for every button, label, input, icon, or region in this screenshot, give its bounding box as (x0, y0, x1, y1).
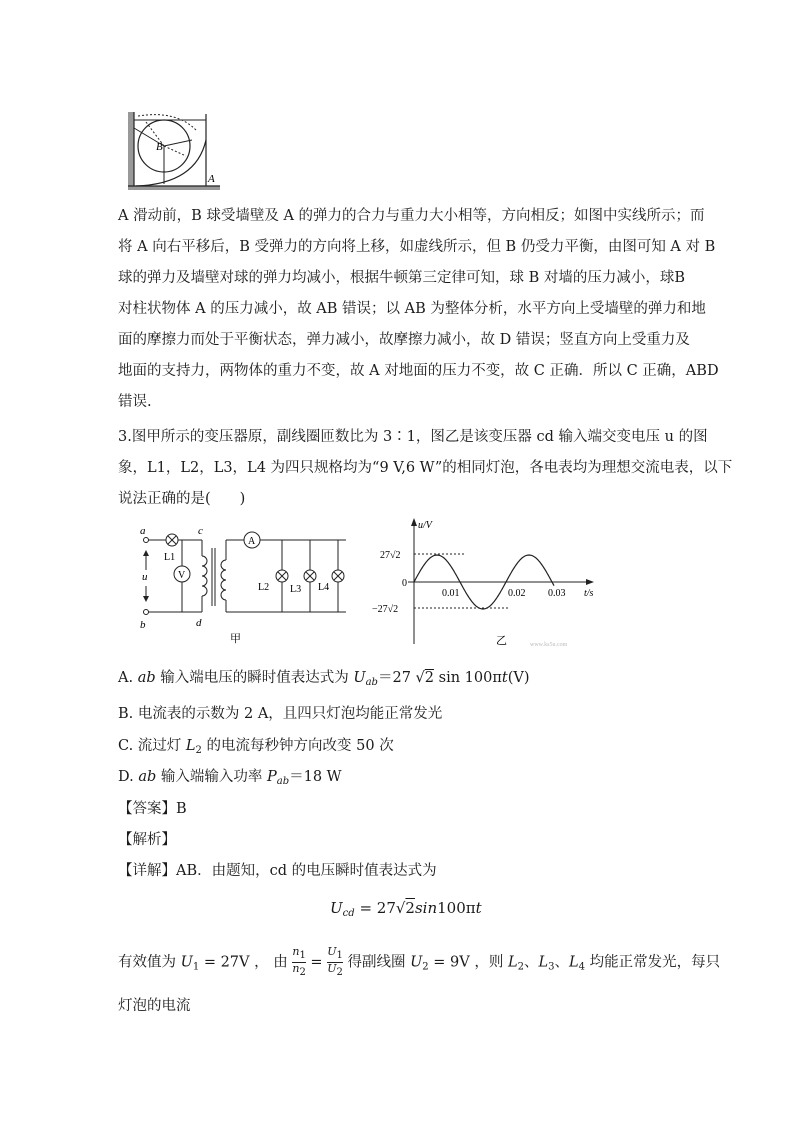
tick-0.01: 0.01 (442, 588, 460, 599)
origin-label: 0 (402, 578, 407, 589)
svg-text:L3: L3 (290, 584, 302, 595)
para1-line-2: 将 A 向右平移后，B 受弹力的方向将上移，如虚线所示，但 B 仍受力平衡，由图可知 A 对 B (118, 239, 716, 255)
x-axis-label: t/s (584, 588, 594, 599)
answer: 【答案】B (118, 801, 187, 817)
block-label: A (208, 173, 215, 185)
detail-heading: 【详解】AB．由题知，cd 的电压瞬时值表达式为 (118, 863, 437, 879)
option-b: B. 电流表的示数为 2 A，且四只灯泡均能正常发光 (118, 706, 443, 722)
analysis-heading: 【解析】 (118, 832, 176, 848)
y-axis-label: u/V (418, 520, 432, 531)
para1-line-4: 对柱状物体 A 的压力减小，故 AB 错误；以 AB 为整体分析，水平方向上受墙壁的弹力和地 (118, 301, 706, 317)
svg-text:L4: L4 (318, 582, 330, 593)
para1-line-1: A 滑动前，B 球受墙壁及 A 的弹力的合力与重力大小相等，方向相反；如图中实线所示；而 (118, 208, 705, 224)
q3-line-2: 象，L1，L2，L3，L4 为四只规格均为“9 V,6 W”的相同灯泡，各电表均为理想交流电表，以下 (118, 460, 733, 476)
tick-0.03: 0.03 (548, 588, 566, 599)
option-a: A. ab 输入端电压的瞬时值表达式为 $U_{ab}=27$ √2 sin 100πt(V) (118, 670, 530, 688)
tick-0.02: 0.02 (508, 588, 526, 599)
last-line: 灯泡的电流 (118, 998, 191, 1014)
y-max-label: 27√2 (380, 550, 401, 561)
formula-ucd: $U_{cd} = 27√2\sin 100\pi t$ (330, 899, 482, 919)
svg-text:c: c (198, 525, 203, 537)
graph-caption: 乙 (496, 635, 507, 647)
svg-text:A: A (248, 536, 256, 547)
q3-line-1: 3.图甲所示的变压器原，副线圈匝数比为 3∶1，图乙是该变压器 cd 输入端交变电压 u 的图 (118, 429, 708, 445)
svg-text:u: u (142, 571, 148, 583)
svg-text:d: d (196, 617, 202, 629)
option-d: D. ab 输入端输入功率 $P_{ab}=18$ W (118, 769, 342, 787)
svg-text:V: V (178, 570, 186, 581)
para1-line-7: 错误. (118, 394, 152, 410)
para1-line-3: 球的弹力及墙壁对球的弹力均减小，根据牛顿第三定律可知，球 B 对墙的压力减小，球B (118, 270, 686, 286)
transformer-circuit-diagram (138, 520, 360, 648)
svg-text:a: a (140, 525, 146, 537)
watermark: www.ks5u.com (530, 642, 568, 648)
ball-label: B (156, 141, 163, 153)
q3-line-3: 说法正确的是( ) (118, 491, 246, 507)
svg-text:L1: L1 (164, 552, 176, 563)
option-c: C. 流过灯 $L_2$ 的电流每秒钟方向改变 50 次 (118, 738, 394, 756)
para1-line-5: 面的摩擦力而处于平衡状态，弹力减小，故摩擦力减小，故 D 错误；竖直方向上受重力及 (118, 332, 690, 348)
svg-text:b: b (140, 619, 146, 631)
svg-text:甲: 甲 (230, 633, 241, 645)
para1-line-6: 地面的支持力，两物体的重力不变，故 A 对地面的压力不变，故 C 正确．所以 C 正确，ABD (118, 363, 719, 379)
effective-value-line: 有效值为 $U_1 = 27V$ ， 由 $n_1$ $n_2$ = $U_1$ $U_2$ 得副线圈 $U_2 = 9V$ ，则 $L_2$、$L_3$、$L_4$ 均能正常发光，每只 (118, 945, 721, 978)
svg-text:L2: L2 (258, 582, 270, 593)
y-min-label: −27√2 (372, 604, 399, 615)
ball-block-figure (126, 110, 226, 190)
voltage-time-graph (368, 516, 600, 654)
